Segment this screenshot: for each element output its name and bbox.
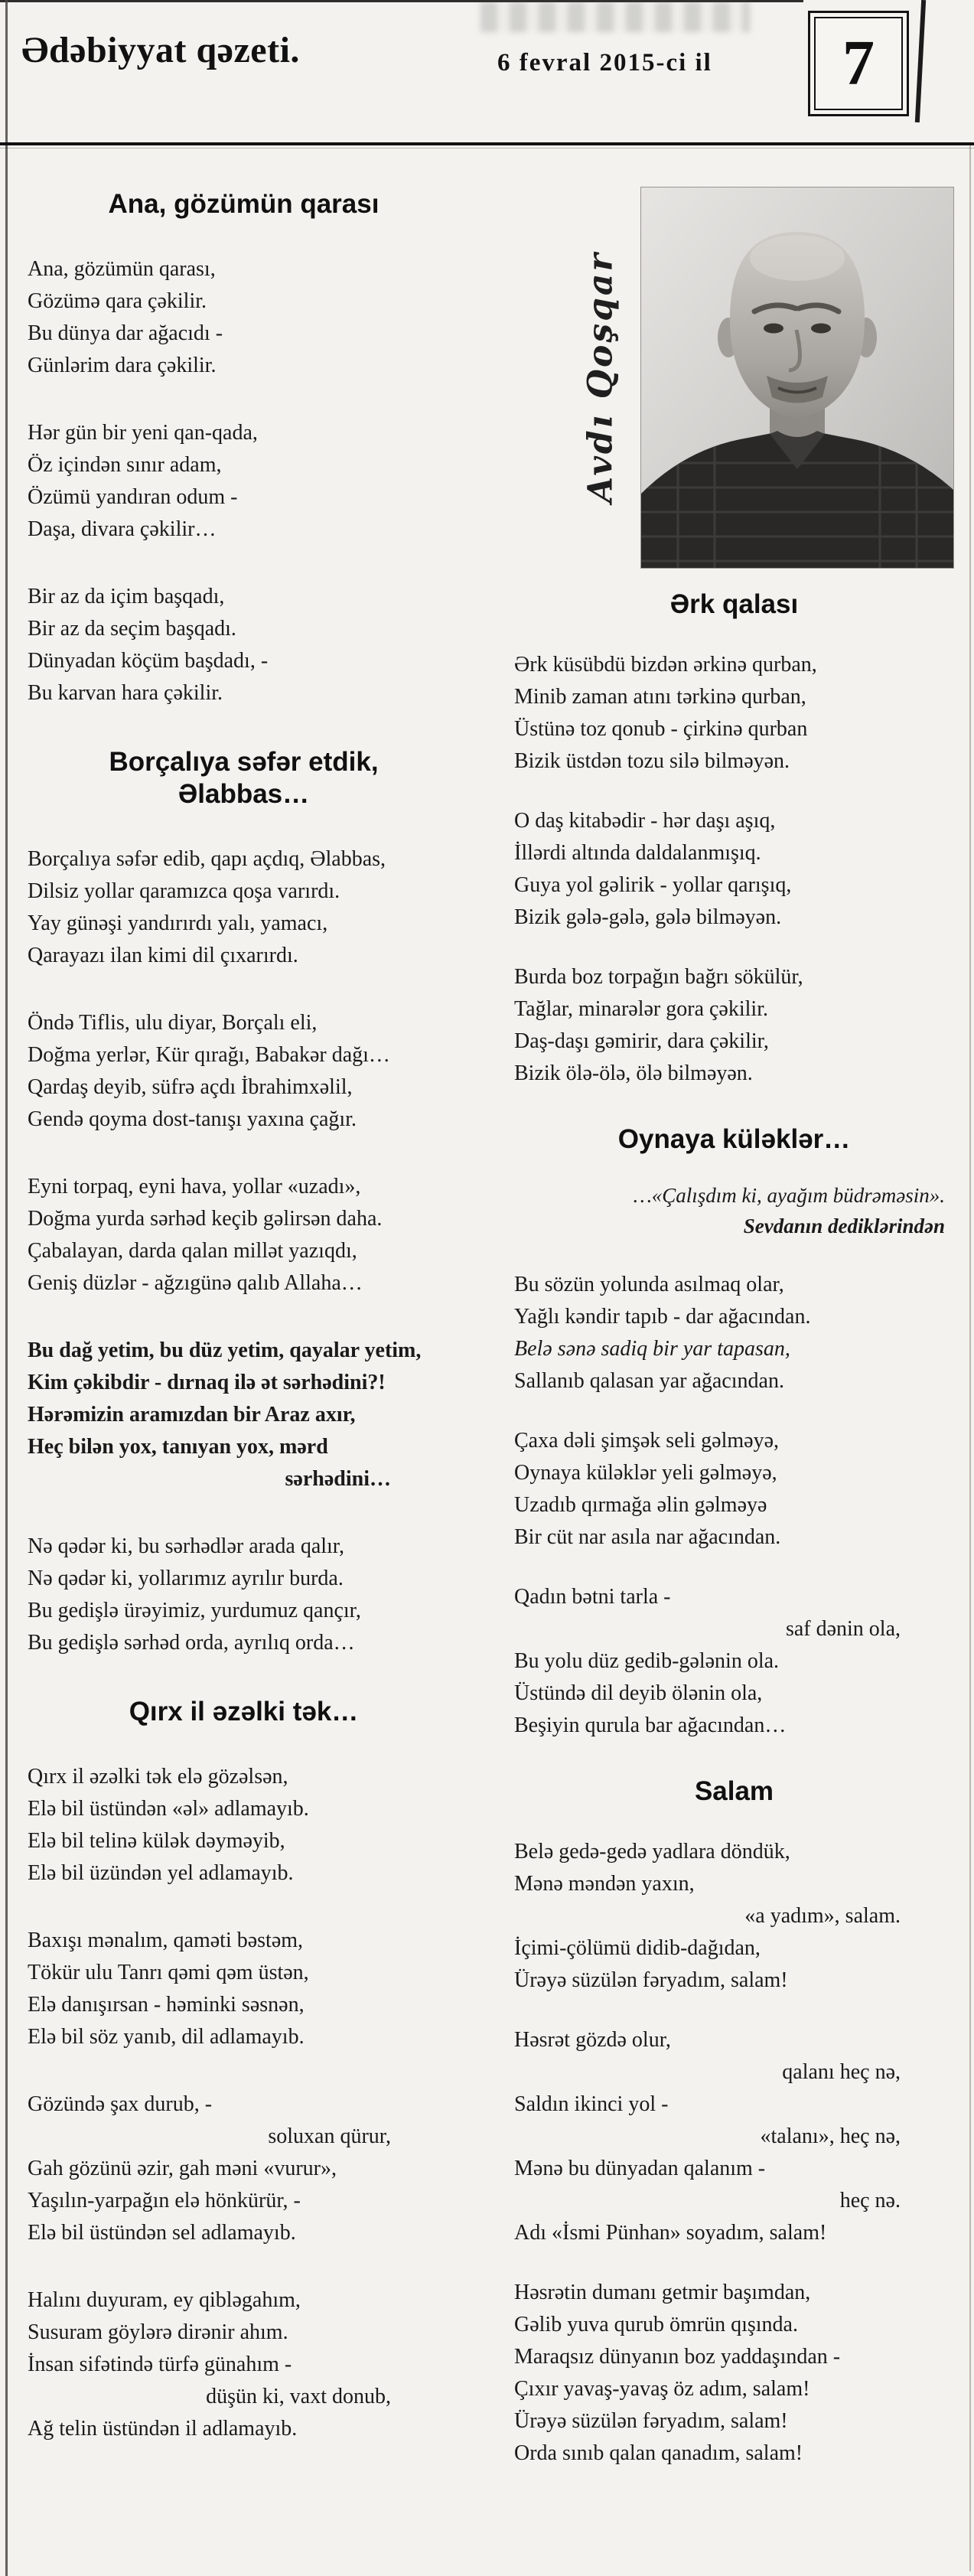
poem bbox=[28, 746, 460, 1659]
stanza bbox=[28, 2284, 460, 2445]
poem-title: Borçalıya səfər etdik, Əlabbas… bbox=[109, 746, 379, 810]
poem-line: Dilsiz yollar qaramızca qoşa varırdı. bbox=[28, 879, 340, 904]
stanza bbox=[28, 1531, 460, 1659]
poem-line: Belə sənə sadiq bir yar tapasan, bbox=[514, 1337, 790, 1361]
poem-line: Adı «İsmi Pünhan» soyadım, salam! bbox=[514, 2221, 827, 2245]
poem-line: Qırx il əzəlki tək elə gözəlsən, bbox=[28, 1764, 288, 1789]
poem-line: Burda boz torpağın bağrı sökülür, bbox=[514, 964, 803, 989]
poem-line: Dünyadan köçüm başdadı, - bbox=[28, 648, 269, 673]
poem-line: qalanı heç nə, bbox=[782, 2060, 901, 2085]
poem-line: Oynaya küləklər yeli gəlməyə, bbox=[514, 1461, 777, 1485]
page-header bbox=[0, 0, 974, 142]
poem-line: Yağlı kəndir tapıb - dar ağacından. bbox=[514, 1305, 811, 1329]
poem bbox=[514, 1775, 954, 2470]
poem-line: Çaxa dəli şimşək seli gəlməyə, bbox=[514, 1429, 780, 1453]
poem-line: sərhədini… bbox=[285, 1467, 391, 1492]
poem-line: Tökür ulu Tanrı qəmi qəm üstən, bbox=[28, 1960, 309, 1984]
poem-line: Halını duyuram, ey qibləgahım, bbox=[28, 2287, 301, 2312]
scan-edge-left bbox=[5, 0, 8, 2576]
poem-title: Ana, gözümün qarası bbox=[108, 189, 380, 219]
page-number-box bbox=[808, 11, 909, 116]
stanza bbox=[514, 1425, 954, 1554]
stanza bbox=[28, 1007, 460, 1136]
poem-line: Nə qədər ki, yollarımız ayrılır burda. bbox=[28, 1567, 344, 1591]
stanza bbox=[514, 1269, 954, 1397]
poem-line: Elə bil üstündən sel adlamayıb. bbox=[28, 2220, 296, 2245]
author-block bbox=[514, 187, 954, 569]
header-rule bbox=[0, 142, 974, 145]
poem-line: Ürəyə süzülən fəryadım, salam! bbox=[514, 1968, 788, 1993]
stanza bbox=[28, 417, 460, 546]
poem-line: Baxışı mənalım, qaməti bəstəm, bbox=[28, 1928, 304, 1952]
author-name: Avdı Qoşqar bbox=[581, 251, 621, 503]
poem-line: Sevdanın dediklərindən bbox=[743, 1215, 945, 1238]
poem-line: İnsan sifətində türfə günahım - bbox=[28, 2352, 292, 2376]
poem-line: Günlərim dara çəkilir. bbox=[28, 353, 217, 377]
stanza bbox=[514, 1836, 954, 1997]
poem-line: Qardaş deyib, süfrə açdı İbrahimxəlil, bbox=[28, 1075, 353, 1100]
poem-line: Öz içindən sınır adam, bbox=[28, 452, 222, 477]
stanza bbox=[28, 1171, 460, 1299]
poem-line: Belə gedə-gedə yadlara döndük, bbox=[514, 1840, 790, 1864]
poem-line: Daşa, divara çəkilir… bbox=[28, 517, 217, 541]
poem-line: Bu dağ yetim, bu düz yetim, qayalar yetim, bbox=[28, 1339, 422, 1363]
poem-line: Mənə məndən yaxın, bbox=[514, 1872, 695, 1896]
poem-line: Çabalayan, darda qalan millət yazıqdı, bbox=[28, 1239, 357, 1264]
poem-line: Sallanıb qalasan yar ağacından. bbox=[514, 1369, 784, 1394]
poem bbox=[28, 1696, 460, 2445]
poem-line: Kim çəkibdir - dırnaq ilə ət sərhədini?! bbox=[28, 1371, 386, 1395]
poem-line: Çıxır yavaş-yavaş öz adım, salam! bbox=[514, 2377, 810, 2402]
poem-line: Gəlib yuva qurub ömrün qışında. bbox=[514, 2313, 798, 2337]
poem-line: Orda sınıb qalan qanadım, salam! bbox=[514, 2441, 803, 2466]
scan-edge-right bbox=[969, 145, 971, 2571]
page-number: 7 bbox=[842, 28, 875, 99]
poem-line: O daş kitabədir - hər daşı aşıq, bbox=[514, 808, 776, 833]
poem-line: Bu sözün yolunda asılmaq olar, bbox=[514, 1273, 784, 1297]
poem-line: Bizik üstdən tozu silə bilməyən. bbox=[514, 748, 790, 773]
stanza bbox=[28, 1925, 460, 2053]
poem-line: Bu karvan hara çəkilir. bbox=[28, 680, 223, 705]
poem-line: Bir az da seçim başqadı. bbox=[28, 616, 236, 641]
poem-line: Üstünə toz qonub - çirkinə qurban bbox=[514, 716, 808, 741]
poem-line: Tağlar, minarələr gora çəkilir. bbox=[514, 996, 768, 1021]
poem-line: düşün ki, vaxt donub, bbox=[206, 2384, 391, 2408]
poem-line: Elə danışırsan - həminki səsnən, bbox=[28, 1992, 305, 2017]
poem-line: İllərdi altında daldalanmışıq. bbox=[514, 840, 761, 865]
poem-line: Mənə bu dünyadan qalanım - bbox=[514, 2157, 766, 2181]
poem-line: Bu dünya dar ağacıdı - bbox=[28, 321, 223, 345]
poem-line: Maraqsız dünyanın boz yaddaşından - bbox=[514, 2345, 841, 2369]
poem-line: Hərəmizin aramızdan bir Araz axır, bbox=[28, 1403, 356, 1427]
poem-line: Yay günəşi yandırırdı yalı, yamacı, bbox=[28, 911, 328, 936]
poem-line: Beşiyin qurula bar ağacından… bbox=[514, 1714, 787, 1738]
stanza bbox=[514, 649, 954, 778]
poem-line: «talanı», heç nə, bbox=[760, 2124, 901, 2149]
poem-line: Susuram göylərə dirənir ahım. bbox=[28, 2320, 288, 2344]
poem-line: …«Çalışdım ki, ayağım büdrəməsin». bbox=[633, 1184, 945, 1208]
issue-date: 6 fevral 2015-ci il bbox=[497, 49, 712, 77]
poem-line: Eyni torpaq, eyni hava, yollar «uzadı», bbox=[28, 1175, 361, 1199]
poem-line: Minib zaman atını tərkinə qurban, bbox=[514, 684, 806, 709]
poem-line: Bir az da içim başqadı, bbox=[28, 584, 225, 608]
poem-line: Həsrətin dumanı getmir başımdan, bbox=[514, 2281, 811, 2305]
poem-line: Bizik ölə-ölə, ölə bilməyən. bbox=[514, 1061, 753, 1085]
poem-line: Qarayazı ilan kimi dil çıxarırdı. bbox=[28, 944, 298, 968]
poem-line: Qadın bətni tarla - bbox=[514, 1585, 671, 1609]
right-poems bbox=[514, 589, 954, 2470]
poem-title: Qırx il əzəlki tək… bbox=[129, 1697, 359, 1727]
poem-title: Oynaya küləklər… bbox=[617, 1123, 851, 1154]
poem-line: Ağ telin üstündən il adlamayıb. bbox=[28, 2416, 298, 2441]
poem-line: Həsrət gözdə olur, bbox=[514, 2028, 671, 2053]
poem-line: saf dənin ola, bbox=[785, 1617, 901, 1642]
poem-line: Heç bilən yox, tanıyan yox, mərd bbox=[28, 1435, 328, 1459]
stanza bbox=[514, 805, 954, 934]
poem-line: Elə bil üstündən «əl» adlamayıb. bbox=[28, 1796, 309, 1821]
poem-line: Doğma yerlər, Kür qırağı, Babakər dağı… bbox=[28, 1043, 390, 1068]
poem-line: Bu gedişlə sərhəd orda, ayrılıq orda… bbox=[28, 1631, 355, 1655]
poem-line: Hər gün bir yeni qan-qada, bbox=[28, 420, 258, 445]
poem-line: İçimi-çölümü didib-dağıdan, bbox=[514, 1936, 761, 1961]
poem-line: Gah gözünü əzir, gah məni «vurur», bbox=[28, 2156, 337, 2180]
poem-line: Geniş düzlər - ağzıgünə qalıb Allaha… bbox=[28, 1271, 363, 1296]
stanza bbox=[514, 1581, 954, 1742]
page-corner-fold bbox=[915, 0, 926, 122]
poem bbox=[514, 1123, 954, 1743]
poem-line: Bir cüt nar asıla nar ağacından. bbox=[514, 1525, 781, 1550]
left-column bbox=[28, 184, 460, 2480]
stanza bbox=[28, 843, 460, 972]
poem-line: Doğma yurda sərhəd keçib gəlirsən daha. bbox=[28, 1207, 383, 1231]
author-photo bbox=[640, 187, 954, 569]
poem-line: Öndə Tiflis, ulu diyar, Borçalı eli, bbox=[28, 1011, 318, 1035]
poem-line: Bu gedişlə ürəyimiz, yurdumuz qançır, bbox=[28, 1599, 361, 1623]
poem-line: Daş-daşı gəmirir, dara çəkilir, bbox=[514, 1029, 769, 1053]
poem-line: Nə qədər ki, bu sərhədlər arada qalır, bbox=[28, 1534, 345, 1559]
right-column bbox=[514, 184, 954, 2497]
poem-line: Özümü yandıran odum - bbox=[28, 484, 238, 509]
poem-epigraph bbox=[514, 1180, 954, 1241]
poem-line: Guya yol gəlirik - yollar qarışıq, bbox=[514, 872, 792, 897]
poem-line: Yaşılın-yarpağın elə hönkürür, - bbox=[28, 2188, 301, 2212]
ink-bleed-smudge bbox=[480, 2, 750, 32]
poem bbox=[28, 188, 460, 709]
poem-line: Elə bil üzündən yel adlamayıb. bbox=[28, 1860, 294, 1885]
poem-line: soluxan qürur, bbox=[268, 2124, 391, 2148]
poem-line: Gendə qoyma dost-tanışı yaxına çağır. bbox=[28, 1107, 357, 1132]
poem-line: Ana, gözümün qarası, bbox=[28, 256, 216, 281]
poem-line: Ürəyə süzülən fəryadım, salam! bbox=[514, 2409, 788, 2434]
stanza bbox=[28, 253, 460, 382]
poem-title: Salam bbox=[694, 1776, 774, 1807]
poem-line: Elə bil söz yanıb, dil adlamayıb. bbox=[28, 2024, 305, 2049]
poem-line: heç nə. bbox=[839, 2189, 901, 2213]
poem-line: Borçalıya səfər edib, qapı açdıq, Əlabbas, bbox=[28, 847, 386, 872]
poem-line: Elə bil telinə külək dəyməyib, bbox=[28, 1828, 285, 1853]
stanza bbox=[514, 2277, 954, 2470]
poem bbox=[514, 589, 954, 1090]
stanza bbox=[28, 581, 460, 709]
poem-line: Üstündə dil deyib ölənin ola, bbox=[514, 1681, 763, 1706]
author-portrait-image bbox=[641, 187, 953, 568]
stanza bbox=[514, 2024, 954, 2249]
stanza bbox=[514, 961, 954, 1090]
poem-line: Bu yolu düz gedib-gələnin ola. bbox=[514, 1649, 780, 1674]
poem-line: «a yadım», salam. bbox=[744, 1904, 901, 1929]
poem-line: Ərk küsübdü bizdən ərkinə qurban, bbox=[514, 652, 817, 677]
newspaper-title: Ədəbiyyat qəzeti. bbox=[21, 30, 300, 70]
poem-line: Bizik gələ-gələ, gələ bilməyən. bbox=[514, 905, 782, 929]
poem-line: Gözümə qara çəkilir. bbox=[28, 289, 207, 313]
poem-line: Gözündə şax durub, - bbox=[28, 2092, 213, 2116]
stanza bbox=[28, 2089, 460, 2249]
poem-title: Ərk qalası bbox=[669, 589, 799, 619]
stanza bbox=[28, 1761, 460, 1890]
stanza bbox=[28, 1335, 460, 1495]
poem-line: Saldın ikinci yol - bbox=[514, 2092, 669, 2117]
poem-line: Uzadıb qırmağa əlin gəlməyə bbox=[514, 1493, 767, 1518]
